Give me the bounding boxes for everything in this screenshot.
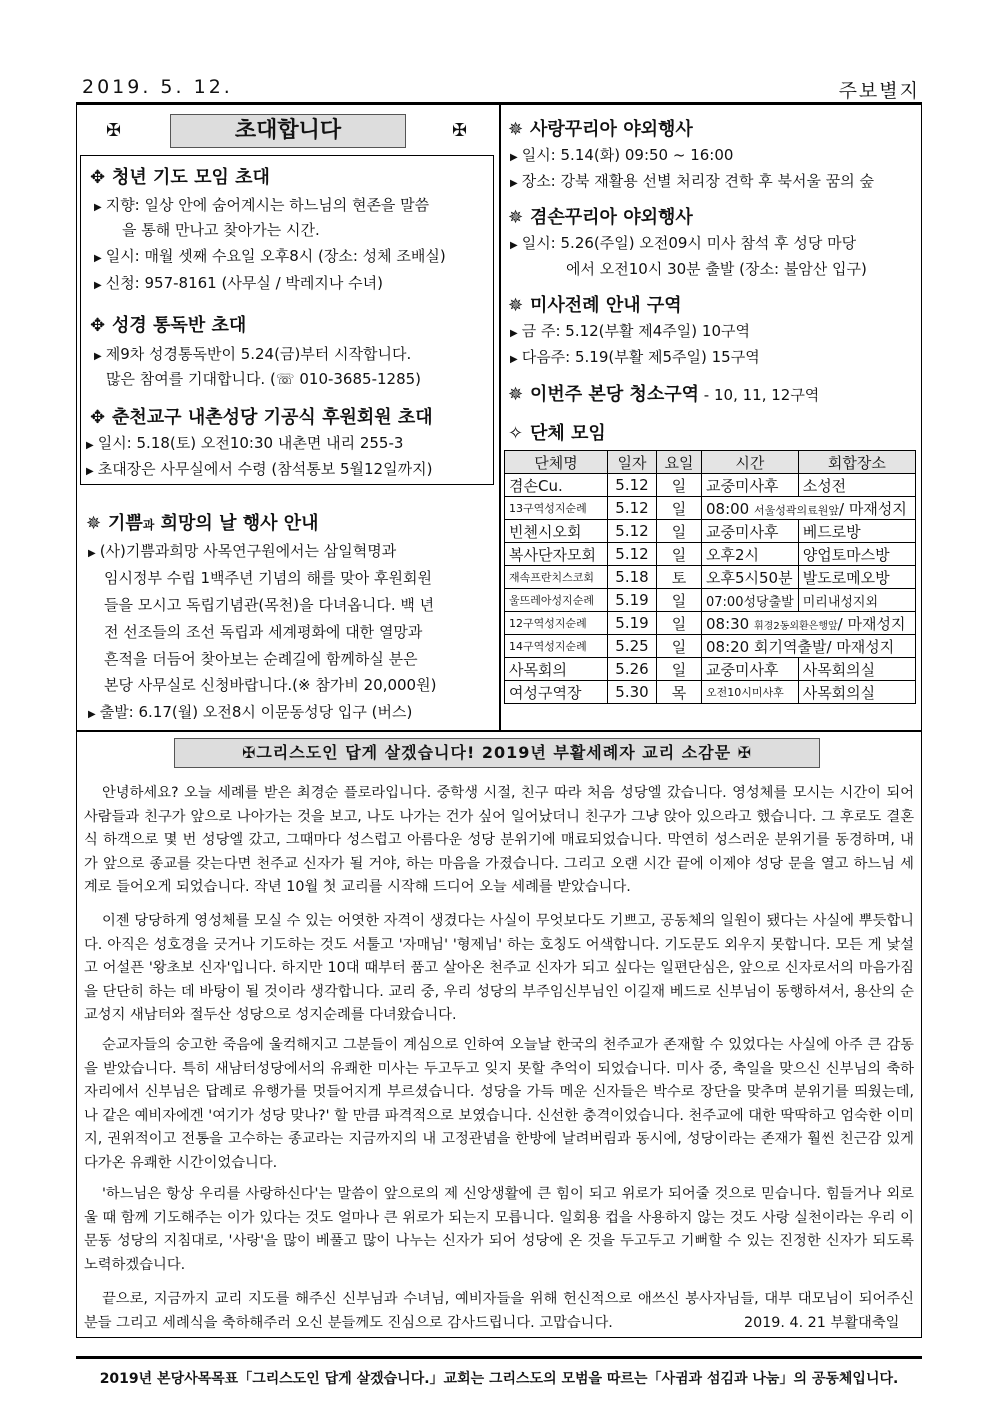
star-burst-icon: ✵ bbox=[508, 119, 524, 140]
bullet-icon: ▶ bbox=[510, 240, 518, 251]
bullet-icon: ▶ bbox=[88, 548, 96, 559]
section-title: ✧ 단체 모임 bbox=[508, 423, 606, 444]
text-line: ▶ 일시: 매월 셋째 수요일 오후8시 (장소: 성체 조배실) bbox=[94, 247, 446, 265]
text-line: 임시정부 수립 1백주년 기념의 해를 맞아 후원회원 bbox=[104, 569, 432, 587]
text-line: ▶ 장소: 강북 재활용 선별 처리장 견학 후 북서울 꿈의 숲 bbox=[510, 172, 874, 190]
table-row: 재속프란치스코회 5.18 토 오후5시50분 발도로메오방 bbox=[505, 566, 916, 589]
table-row: 12구역성지순례 5.19 일 08:30 휘경2동외환은행앞/ 마재성지 bbox=[505, 612, 916, 635]
issue-date: 2019. 5. 12. bbox=[82, 76, 233, 98]
text-line: 많은 참여를 기대합니다. (☏ 010-3685-1285) bbox=[106, 370, 422, 388]
diamond-cross-icon: ✥ bbox=[90, 407, 106, 428]
text-line: 흔적을 더듬어 찾아보는 순례길에 함께하실 분은 bbox=[104, 650, 418, 668]
bullet-icon: ▶ bbox=[86, 466, 94, 477]
article-paragraph: 이젠 당당하게 영성체를 모실 수 있는 어엿한 자격이 생겼다는 사실이 무엇보다도 기쁘고, 공동체의 일원이 됐다는 사실에 뿌듯합니다. 아직은 성호경을 긋거나 기도하는 것도 서툴고 '자매님' '형제님' 하는 호칭도 어색합니다. 기도문도 외우지 못합니다. 모든 게 낯설고 어설픈 '왕초보 신자'입니다. 하지만 10대 때부터 품고 살아온 천주교 신자가 되고 싶다는 일편단심은, 앞으로 신자로서의 마음가짐을 단단히 하는 데 바탕이 될 것이라 생각합니다. 교리 중, 우리 성당의 부주임신부님인 이길재 베드로 신부님이 동행하셔서, 용산의 순교성지 새남터와 절두산 성당으로 성지순례를 다녀왔습니다. bbox=[84, 913, 914, 1023]
text-line: 들을 모시고 독립기념관(목천)을 다녀옵니다. 백 년 bbox=[104, 596, 435, 614]
text-line: 전 선조들의 조선 독립과 세계평화에 대한 열망과 bbox=[104, 623, 423, 641]
cross-icon: ✠ bbox=[452, 120, 468, 141]
star-burst-icon: ✵ bbox=[508, 295, 524, 316]
table-row: 사목회의 5.26 일 교중미사후 사목회의실 bbox=[505, 658, 916, 681]
section-title bbox=[90, 403, 433, 429]
section-title bbox=[90, 163, 270, 189]
article-paragraph: '하느님은 항상 우리를 사랑하신다'는 말씀이 앞으로의 제 신앙생활에 큰 힘이 되고 위로가 되어줄 것으로 믿습니다. 힘들거나 외로울 때 함께 기도해주는 이가 있다는 것도 얼마나 큰 위로가 되는지 모릅니다. 일회용 컵을 사용하지 않는 것도 사랑 실천이라는 우리 이문동 성당의 지침대로, '사랑'을 많이 베풀고 많이 나누는 신자가 되어 성당에 온 것을 두고두고 기뻐할 수 있는 진정한 신자가 되도록 노력하겠습니다. bbox=[84, 1186, 914, 1273]
bullet-icon: ▶ bbox=[510, 354, 518, 365]
section-title: ✵ 이번주 본당 청소구역 - 10, 11, 12구역 bbox=[508, 384, 820, 405]
diamond-cross-icon: ✥ bbox=[90, 167, 106, 188]
text-line: ▶ 신청: 957-8161 (사무실 / 박레지나 수녀) bbox=[94, 274, 383, 292]
article-paragraph: 순교자들의 숭고한 죽음에 울컥해지고 그분들이 계심으로 인하여 오늘날 한국의 천주교가 존재할 수 있었다는 사실에 아주 큰 감동을 받았습니다. 특히 새남터성당에서의 유쾌한 미사는 두고두고 잊지 못할 추억이 되었습니다. 미사 중, 축일을 맞으신 신부님의 축하자리에서 신부님은 답례로 유행가를 멋들어지게 부르셨습니다. 성당을 가득 메운 신자들은 박수로 장단을 맞추며 분위기를 띄웠는데, 나 같은 예비자에겐 '여기가 성당 맞나?' 할 만큼 파격적으로 보였습니다. 신선한 충격이었습니다. 천주교에 대한 딱딱하고 엄숙한 이미지, 권위적이고 전통을 고수하는 종교라는 지금까지의 내 고정관념을 한방에 날려버림과 동시에, 성당이라는 존재가 훨씬 친근감 있게 다가온 유쾌한 시간이었습니다. bbox=[84, 1037, 914, 1171]
column-header: 단체명 bbox=[505, 451, 608, 474]
star-burst-icon: ✵ bbox=[86, 513, 102, 534]
text-line: ▶ 일시: 5.26(주일) 오전09시 미사 참석 후 성당 마당 bbox=[510, 234, 857, 252]
table-row: 13구역성지순례 5.12 일 08:00 서울성곽의료원앞/ 마재성지 bbox=[505, 497, 916, 520]
groundbreaking-title: 춘천교구 내촌성당 기공식 후원회원 초대 bbox=[112, 407, 433, 428]
column-header: 요일 bbox=[657, 451, 702, 474]
text-line: 본당 사무실로 신청바랍니다.(※ 참가비 20,000원) bbox=[104, 676, 437, 694]
table-header-row bbox=[505, 451, 916, 474]
bullet-icon: ▶ bbox=[94, 253, 102, 264]
bullet-icon: ▶ bbox=[86, 440, 94, 451]
parish-motto: 2019년 본당사목목표「그리스도인 답게 살겠습니다.」교회는 그리스도의 모범을 따르는「사귐과 섬김과 나눔」의 공동체입니다. bbox=[99, 1371, 899, 1387]
table-row: 복사단자모회 5.12 일 오후2시 양업토마스방 bbox=[505, 543, 916, 566]
bullet-icon: ▶ bbox=[510, 178, 518, 189]
table-row: 14구역성지순례 5.25 일 08:20 회기역출발/ 마재성지 bbox=[505, 635, 916, 658]
article-title: ✠그리스도인 답게 살겠습니다! 2019년 부활세례자 교리 소감문 ✠ bbox=[241, 743, 753, 762]
bullet-icon: ▶ bbox=[88, 709, 96, 720]
column-header: 시간 bbox=[702, 451, 799, 474]
section-title: ✵ 겸손꾸리아 야외행사 bbox=[508, 207, 693, 228]
column-divider bbox=[499, 104, 501, 730]
text-line: ▶ 초대장은 사무실에서 수령 (참석통보 5월12일까지) bbox=[86, 460, 433, 478]
article-paragraph: 끝으로, 지금까지 교리 지도를 해주신 신부님과 수녀님, 예비자들을 위해 헌신적으로 애쓰신 봉사자님들, 대부 대모님이 되어주신 분들 그리고 세례식을 축하해주러 오신 분들께도 진심으로 감사드립니다. 고맙습니다. bbox=[84, 1291, 914, 1331]
text-line: ▶ (사)기쁨과희망 사목연구원에서는 삼일혁명과 bbox=[88, 542, 397, 560]
article-signature: 2019. 4. 21 부활대축일 bbox=[744, 1315, 900, 1331]
section-divider bbox=[76, 730, 922, 732]
invite-banner bbox=[170, 114, 406, 148]
star-burst-icon: ✵ bbox=[508, 384, 524, 405]
text-line: ▶ 출발: 6.17(월) 오전8시 이문동성당 입구 (버스) bbox=[88, 703, 413, 721]
column-header: 회합장소 bbox=[798, 451, 915, 474]
footer-divider bbox=[76, 1356, 922, 1359]
text-line: ▶ 금 주: 5.12(부활 제4주일) 10구역 bbox=[510, 322, 750, 340]
bulletin-title: 주보별지 bbox=[838, 80, 920, 102]
section-title bbox=[90, 311, 246, 337]
bullet-icon: ▶ bbox=[94, 280, 102, 291]
text-line: ▶ 지향: 일상 안에 숨어계시는 하느님의 현존을 말씀 bbox=[94, 196, 430, 214]
bullet-icon: ▶ bbox=[510, 152, 518, 163]
column-header: 일자 bbox=[608, 451, 657, 474]
article-paragraph: 안녕하세요? 오늘 세례를 받은 최경순 플로라입니다. 중학생 시절, 친구 따라 처음 성당엘 갔습니다. 영성체를 모시는 시간이 되어 사람들과 친구가 앞으로 나아가는 것을 보고, 나도 나가는 건가 싶어 일어났더니 친구가 그냥 앉아 있으라고 했습니다. 그 후로도 결혼식 하객으로 몇 번 성당엘 갔고, 그때마다 성스럽고 아름다운 성당 분위기에 매료되었습니다. 막연히 성스러운 분위기를 동경하며, 내가 앞으로 종교를 갖는다면 천주교 신자가 될 거야, 하는 마음을 가졌습니다. 그리고 오랜 시간 끝에 이제야 성당 문을 열고 하느님 세계로 들어오게 되었습니다. 작년 10월 첫 교리를 시작해 드디어 오늘 세례를 받았습니다. bbox=[84, 785, 914, 895]
star-burst-icon: ✵ bbox=[508, 207, 524, 228]
text-line: 에서 오전10시 30분 출발 (장소: 불암산 입구) bbox=[566, 260, 867, 278]
text-line: ▶ 다음주: 5.19(부활 제5주일) 15구역 bbox=[510, 348, 760, 366]
sparkle-icon: ✧ bbox=[508, 423, 524, 444]
section-title: ✵ 기쁨과 희망의 날 행사 안내 bbox=[86, 513, 319, 534]
bullet-icon: ▶ bbox=[510, 328, 518, 339]
table-row: 빈첸시오회 5.12 일 교중미사후 베드로방 bbox=[505, 520, 916, 543]
invite-banner-text: 초대합니다 bbox=[234, 118, 342, 143]
text-line: ▶ 제9차 성경통독반이 5.24(금)부터 시작합니다. bbox=[94, 345, 412, 363]
section-title: ✵ 사랑꾸리아 야외행사 bbox=[508, 119, 693, 140]
bible-reading-title: 성경 통독반 초대 bbox=[112, 315, 247, 336]
table-row: 여성구역장 5.30 목 오전10시미사후 사목회의실 bbox=[505, 681, 916, 704]
article-banner bbox=[174, 738, 820, 768]
cross-icon: ✠ bbox=[106, 120, 122, 141]
diamond-cross-icon: ✥ bbox=[90, 315, 106, 336]
youth-prayer-title: 청년 기도 모임 초대 bbox=[112, 167, 270, 188]
bullet-icon: ▶ bbox=[94, 351, 102, 362]
text-line: ▶ 일시: 5.18(토) 오전10:30 내촌면 내리 255-3 bbox=[86, 434, 404, 452]
section-title: ✵ 미사전례 안내 구역 bbox=[508, 295, 682, 316]
bullet-icon: ▶ bbox=[94, 202, 102, 213]
table-row: 겸손Cu. 5.12 일 교중미사후 소성전 bbox=[505, 474, 916, 497]
text-line: 을 통해 만나고 찾아가는 시간. bbox=[122, 221, 320, 239]
group-meetings-table bbox=[504, 450, 916, 704]
text-line: ▶ 일시: 5.14(화) 09:50 ~ 16:00 bbox=[510, 146, 734, 164]
table-row: 울뜨레아성지순례 5.19 일 07:00성당출발 미리내성지외 bbox=[505, 589, 916, 612]
